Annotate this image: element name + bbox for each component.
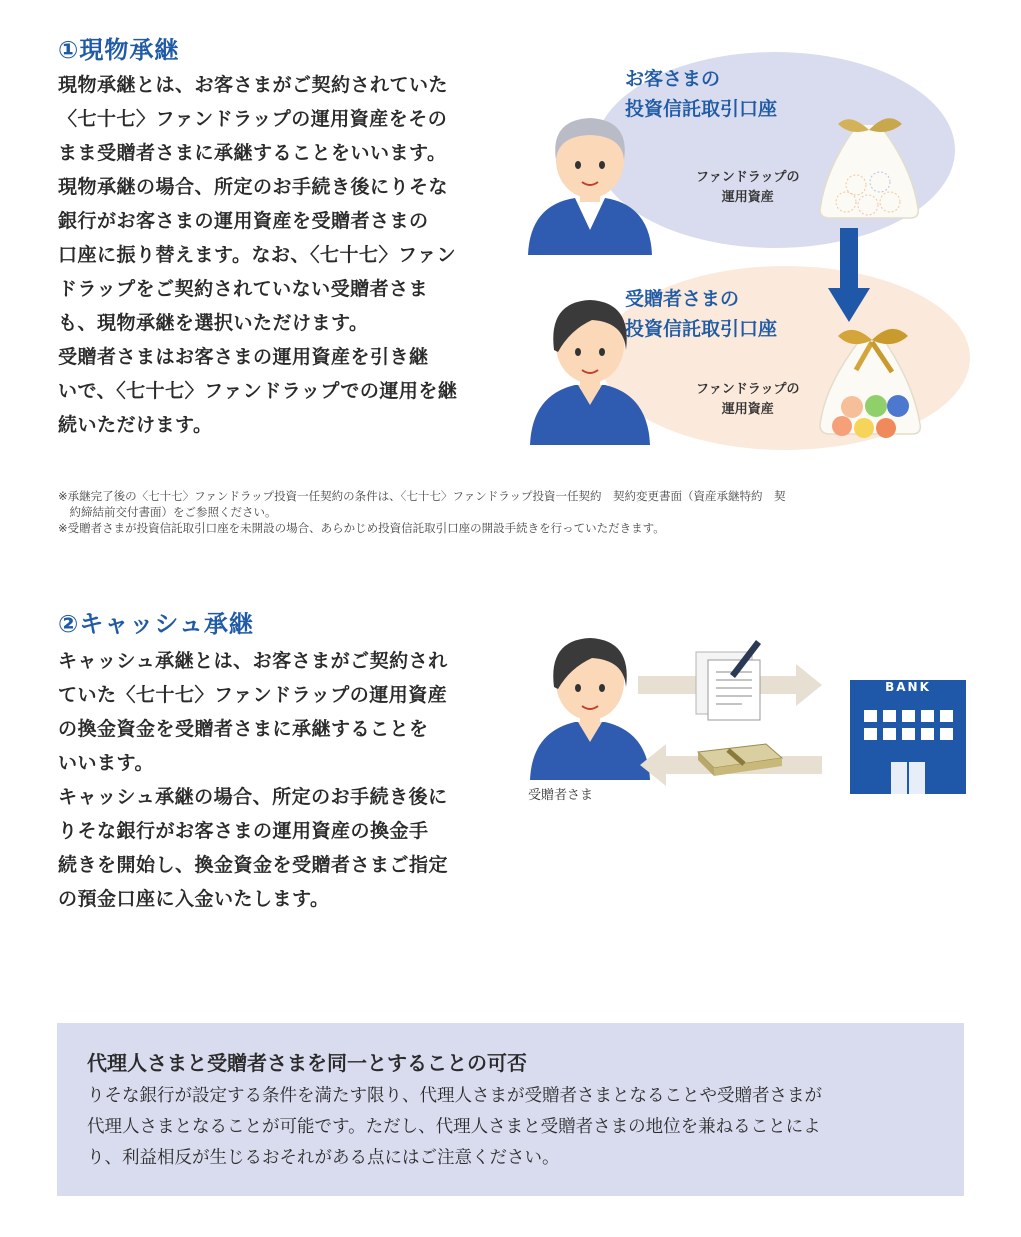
- paragraph-line: キャッシュ承継の場合、所定のお手続き後に: [58, 786, 448, 808]
- paragraph-line: りそな銀行がお客さまの運用資産の換金手: [58, 820, 429, 842]
- note-line: 約締結前交付書面）をご参照ください。: [58, 505, 277, 519]
- account-label-line: お客さまの: [625, 68, 721, 90]
- paragraph-line: 現物承継の場合、所定のお手続き後にりそな: [58, 176, 449, 198]
- bank-sign: BANK: [885, 680, 931, 694]
- paragraph-line: 続きを開始し、換金資金を受贈者さまご指定: [58, 854, 449, 876]
- paragraph-line: まま受贈者さまに承継することをいいます。: [58, 142, 447, 164]
- account-label-line: 受贈者さまの: [625, 288, 740, 310]
- bottom-asset-label: [696, 380, 799, 420]
- paragraph-line: ていた〈七十七〉ファンドラップの運用資産: [58, 684, 448, 706]
- asset-label-line: 運用資産: [721, 402, 774, 417]
- paragraph-line: 銀行がお客さまの運用資産を受贈者さまの: [58, 210, 429, 232]
- asset-label-line: 運用資産: [721, 190, 774, 205]
- account-label-line: 投資信託取引口座: [625, 318, 778, 340]
- paragraph-line: 続いただけます。: [58, 414, 213, 436]
- paragraph-line: 〈七十七〉ファンドラップの運用資産をその: [58, 108, 448, 130]
- recipient-icon: [530, 638, 650, 780]
- top-account-label: [625, 64, 777, 124]
- asset-label-line: ファンドラップの: [696, 382, 800, 397]
- document-icon: [696, 640, 761, 720]
- section2-paragraph: [58, 644, 448, 916]
- recipient-label: 受贈者さま: [528, 788, 594, 803]
- section1-notes: [58, 488, 785, 536]
- section2-heading: ②キャッシュ承継: [58, 610, 254, 638]
- notice-line: り、利益相反が生じるおそれがある点にはご注意ください。: [87, 1148, 560, 1168]
- bank-icon: [850, 680, 966, 794]
- paragraph-line: も、現物承継を選択いただけます。: [58, 312, 369, 334]
- section1-paragraph: [58, 68, 457, 442]
- note-line: ※受贈者さまが投資信託取引口座を未開設の場合、あらかじめ投資信託取引口座の開設手続きを行っていただきます。: [58, 521, 665, 535]
- notice-text: [87, 1081, 822, 1174]
- paragraph-line: 口座に振り替えます。なお、〈七十七〉ファン: [58, 244, 457, 266]
- notice-line: りそな銀行が設定する条件を満たす限り、代理人さまが受贈者さまとなることや受贈者さまが: [87, 1086, 822, 1106]
- paragraph-line: キャッシュ承継とは、お客さまがご契約され: [58, 650, 448, 672]
- notice-line: 代理人さまとなることが可能です。ただし、代理人さまと受贈者さまの地位を兼ねることによ: [87, 1117, 821, 1137]
- account-label-line: 投資信託取引口座: [625, 98, 778, 120]
- paragraph-line: の預金口座に入金いたします。: [58, 888, 330, 910]
- paragraph-line: ドラップをご契約されていない受贈者さま: [58, 278, 429, 300]
- bottom-account-label: [625, 284, 777, 344]
- notice-title: 代理人さまと受贈者さまを同一とすることの可否: [87, 1051, 527, 1075]
- paragraph-line: いで、〈七十七〉ファンドラップでの運用を継: [58, 380, 458, 402]
- note-line: ※承継完了後の〈七十七〉ファンドラップ投資一任契約の条件は、〈七十七〉ファンドラップ投資一任契約 契約変更書面（資産承継特約 契: [58, 489, 786, 503]
- cash-diagram: [520, 630, 970, 800]
- notice-box: [57, 1023, 964, 1196]
- paragraph-line: いいます。: [58, 752, 154, 774]
- paragraph-line: 受贈者さまはお客さまの運用資産を引き継: [58, 346, 429, 368]
- asset-label-line: ファンドラップの: [696, 170, 800, 185]
- top-asset-label: [696, 168, 799, 208]
- paragraph-line: の換金資金を受贈者さまに承継することを: [58, 718, 429, 740]
- section1-heading: ①現物承継: [58, 36, 180, 64]
- paragraph-line: 現物承継とは、お客さまがご契約されていた: [58, 74, 449, 96]
